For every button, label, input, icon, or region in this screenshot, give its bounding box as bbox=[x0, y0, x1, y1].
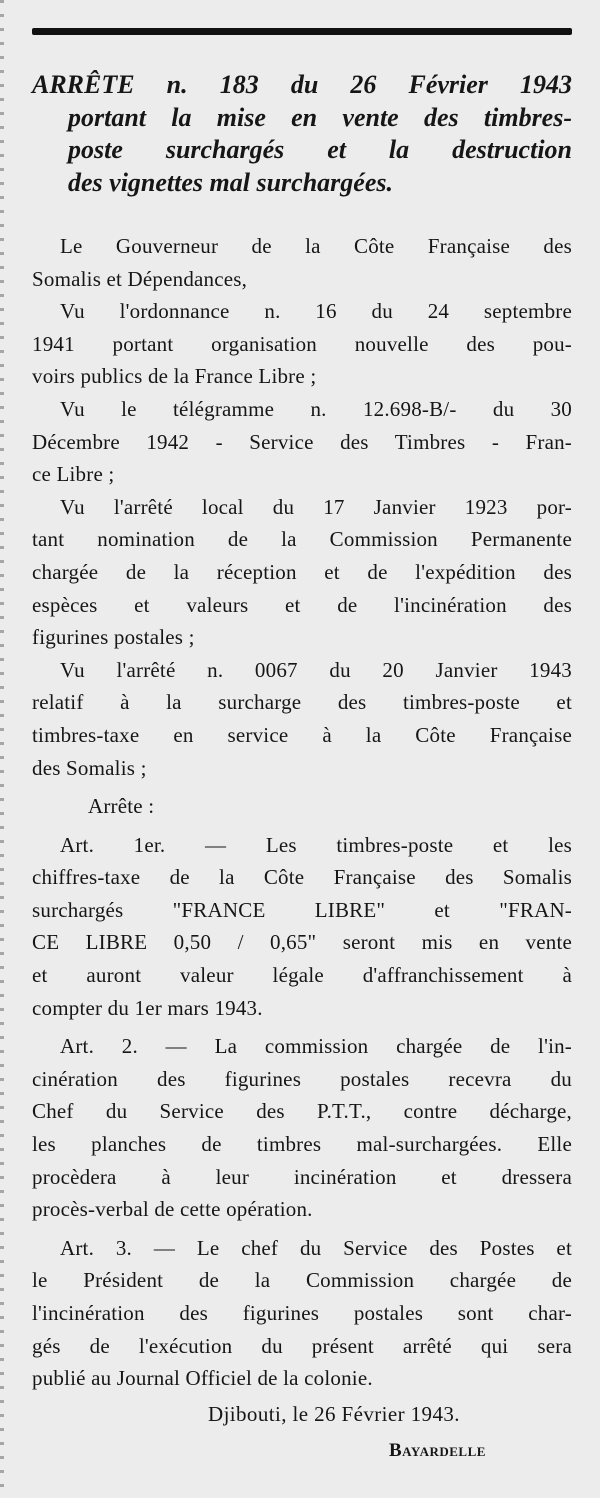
text-line: Vu l'arrêté n. 0067 du 20 Janvier 1943 bbox=[60, 657, 572, 682]
article-2 bbox=[32, 1030, 572, 1226]
title-line: des vignettes mal surchargées. bbox=[68, 167, 393, 197]
decree-word: Arrête : bbox=[88, 794, 155, 819]
text-line: Art. 1er. — Les timbres-poste et les bbox=[60, 832, 572, 857]
text-line: publié au Journal Officiel de la colonie. bbox=[32, 1366, 373, 1391]
text-line: Art. 3. — Le chef du Service des Postes et bbox=[60, 1235, 572, 1260]
text-line: procèdera à leur incinération et dressera bbox=[32, 1164, 572, 1189]
top-rule-divider bbox=[32, 28, 572, 35]
text-line: relatif à la surcharge des timbres-poste et bbox=[32, 690, 572, 715]
preamble-paragraph bbox=[32, 393, 572, 491]
title-line: portant la mise en vente des timbres- bbox=[68, 102, 572, 132]
text-line: chiffres-taxe de la Côte Française des Somalis bbox=[32, 865, 572, 890]
decree-title bbox=[32, 68, 572, 198]
text-line: Vu l'arrêté local du 17 Janvier 1923 por- bbox=[60, 494, 572, 519]
text-line: chargée de la réception et de l'expédition des bbox=[32, 559, 572, 584]
article-3 bbox=[32, 1232, 572, 1395]
text-line: le Président de la Commission chargée de bbox=[32, 1268, 572, 1293]
text-line: l'incinération des figurines postales sont char- bbox=[32, 1301, 572, 1325]
text-line: figurines postales ; bbox=[32, 625, 195, 650]
text-line: Décembre 1942 - Service des Timbres - Fran- bbox=[32, 429, 572, 454]
text-line: cinération des figurines postales recevra du bbox=[32, 1066, 572, 1091]
text-line: procès-verbal de cette opération. bbox=[32, 1197, 313, 1222]
text-line: 1941 portant organisation nouvelle des pou- bbox=[32, 331, 572, 356]
text-line: Le Gouverneur de la Côte Française des bbox=[60, 234, 572, 258]
title-line: ARRÊTE n. 183 du 26 Février 1943 bbox=[32, 70, 572, 99]
text-line: Art. 2. — La commission chargée de l'in- bbox=[60, 1034, 572, 1059]
text-line: les planches de timbres mal-surchargées. Elle bbox=[32, 1132, 572, 1157]
text-line: Somalis et Dépendances, bbox=[32, 266, 248, 291]
article-1 bbox=[32, 829, 572, 1025]
text-line: Vu le télégramme n. 12.698-B/- du 30 bbox=[60, 396, 572, 421]
text-line: CE LIBRE 0,50 / 0,65" seront mis en vente bbox=[32, 930, 572, 955]
page-edge-border bbox=[0, 0, 4, 1498]
title-line: poste surchargés et la destruction bbox=[68, 135, 572, 165]
text-line: ce Libre ; bbox=[32, 462, 115, 487]
text-line: gés de l'exécution du présent arrêté qui sera bbox=[32, 1333, 572, 1358]
text-line: espèces et valeurs et de l'incinération des bbox=[32, 592, 572, 617]
preamble-paragraph bbox=[32, 230, 572, 295]
decree-body bbox=[32, 230, 572, 1395]
text-line: Vu l'ordonnance n. 16 du 24 septembre bbox=[60, 299, 572, 324]
text-line: tant nomination de la Commission Permanente bbox=[32, 527, 572, 552]
text-line: compter du 1er mars 1943. bbox=[32, 995, 263, 1020]
place-date: Djibouti, le 26 Février 1943. bbox=[208, 1402, 460, 1426]
preamble-paragraph bbox=[32, 491, 572, 654]
text-line: surchargés "FRANCE LIBRE" et "FRAN- bbox=[32, 897, 572, 922]
text-line: et auront valeur légale d'affranchissement à bbox=[32, 963, 572, 988]
text-line: voirs publics de la France Libre ; bbox=[32, 364, 317, 389]
text-line: timbres-taxe en service à la Côte Française bbox=[32, 722, 572, 747]
preamble-paragraph bbox=[32, 295, 572, 393]
preamble-paragraph bbox=[32, 654, 572, 784]
text-line: des Somalis ; bbox=[32, 755, 147, 780]
text-line: Chef du Service des P.T.T., contre décharge, bbox=[32, 1099, 572, 1124]
signature: Bayardelle bbox=[389, 1440, 486, 1461]
